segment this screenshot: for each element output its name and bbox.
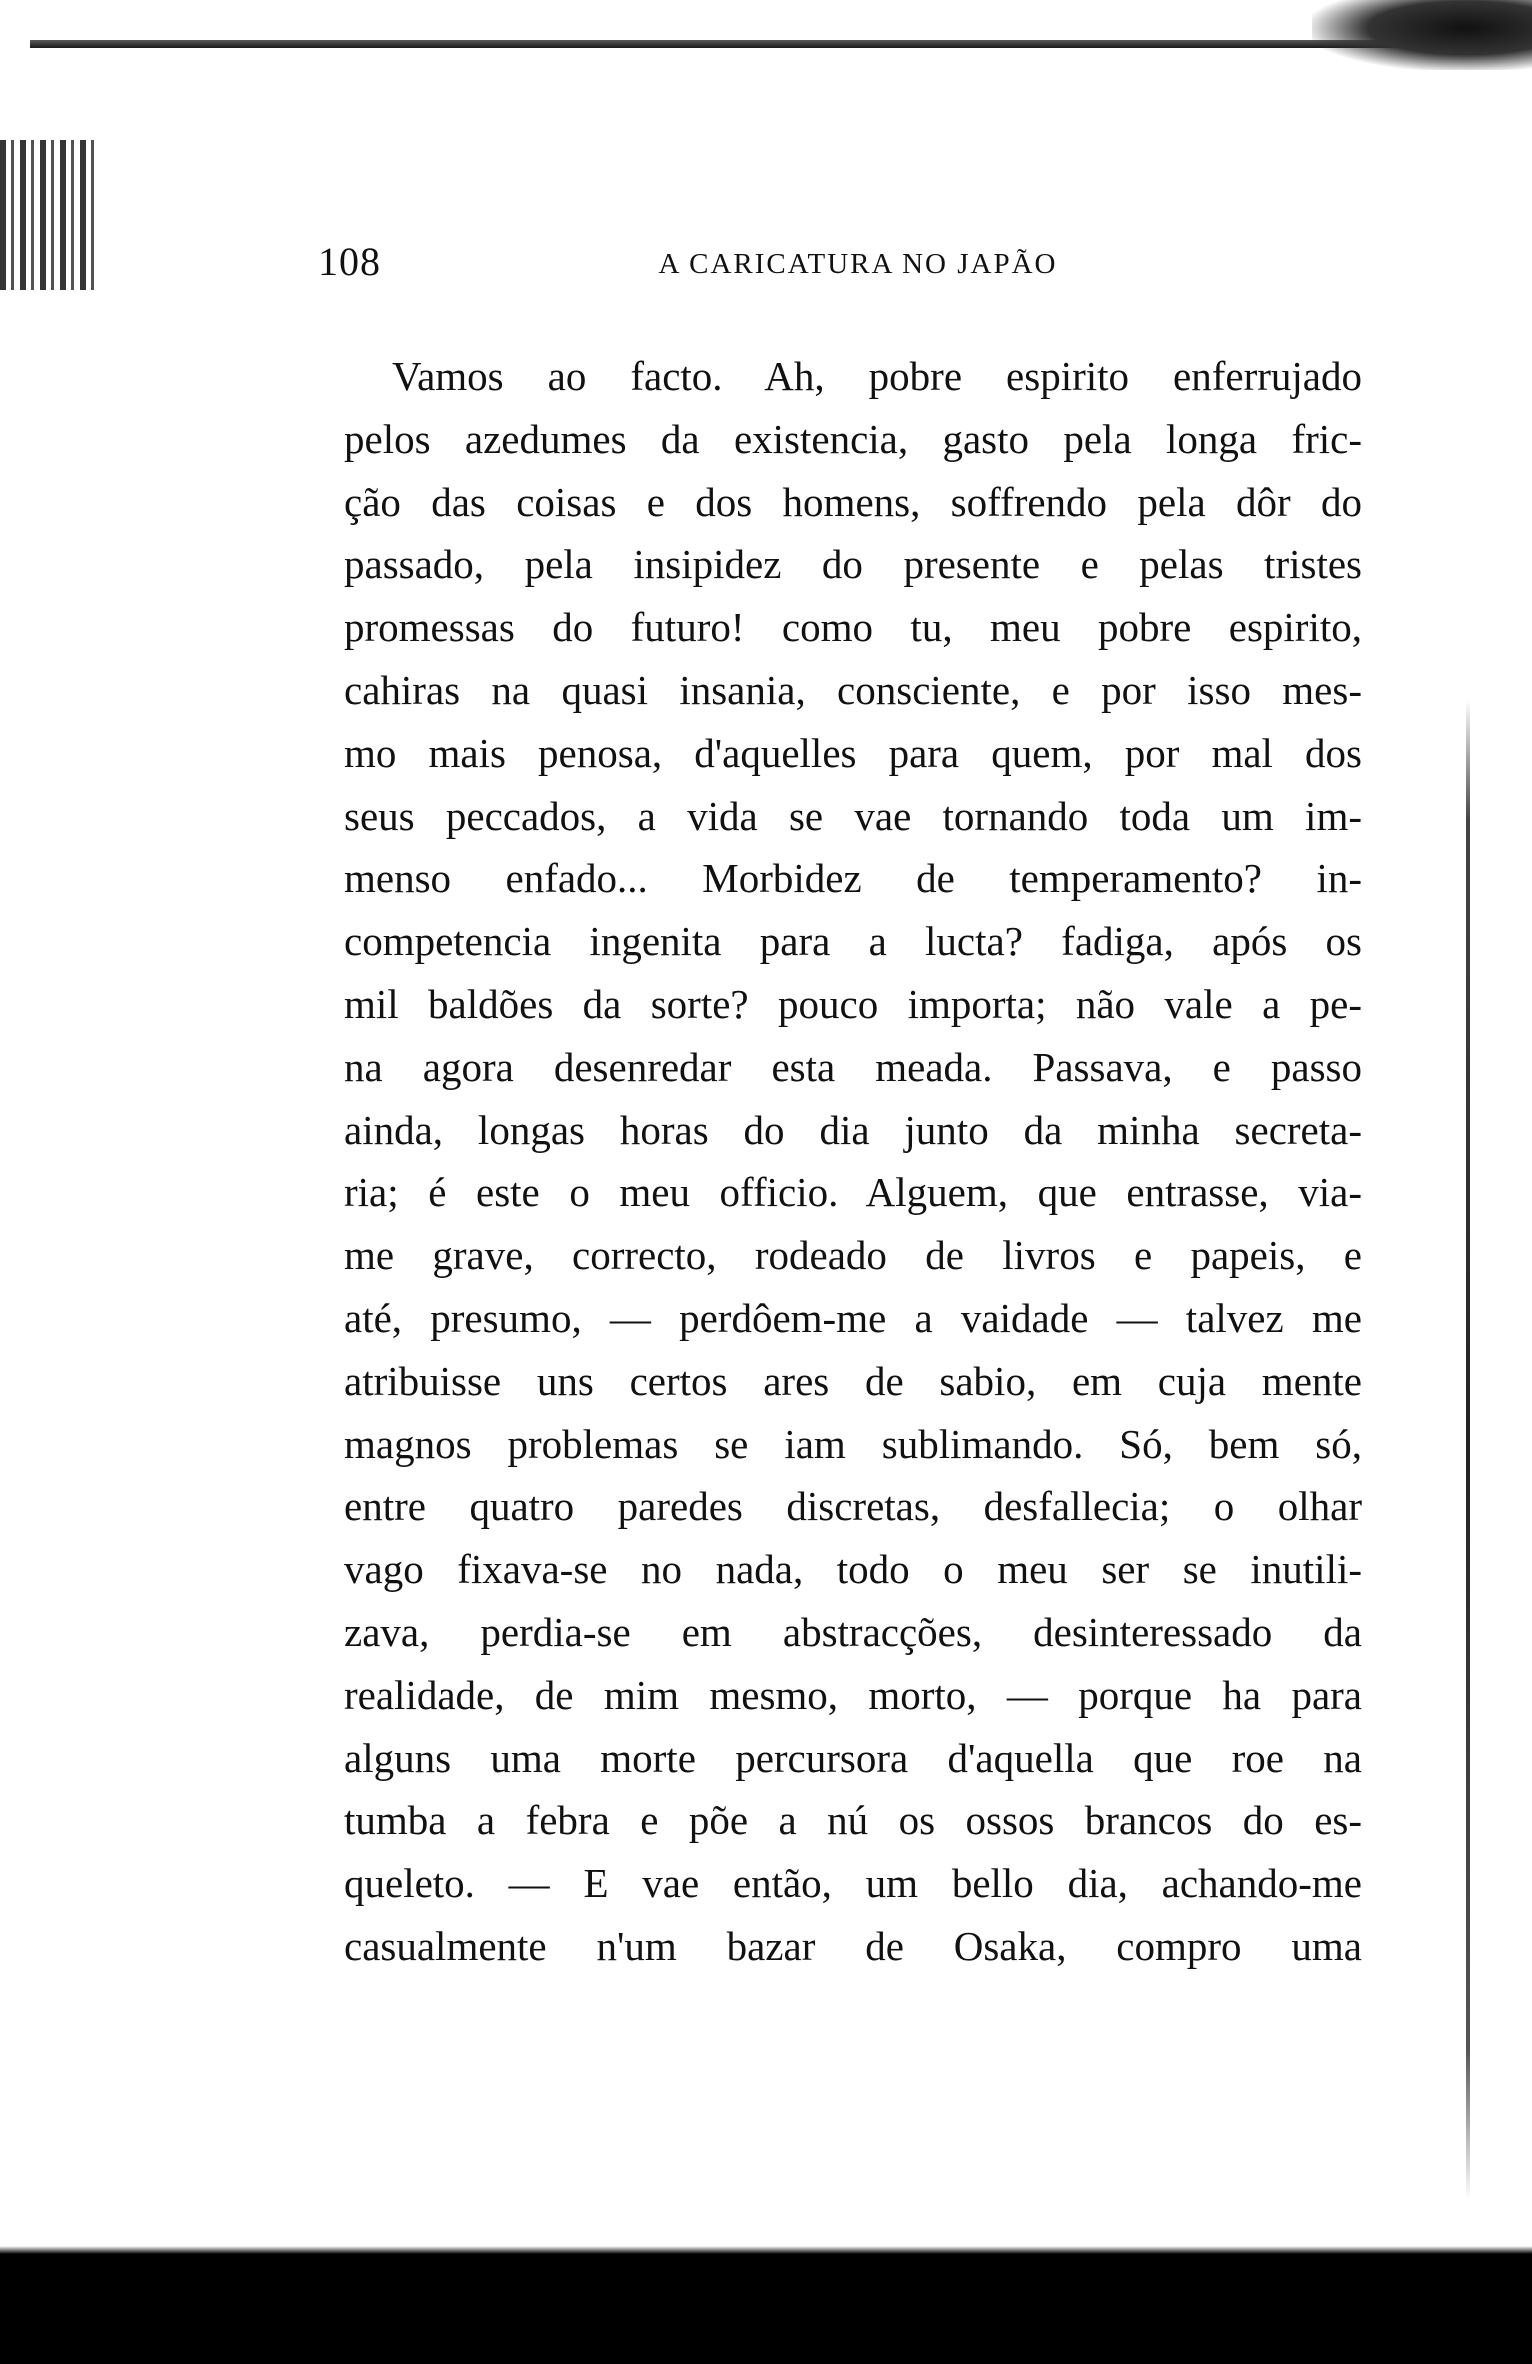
scan-bottom-fade — [0, 2246, 1532, 2254]
text-line: magnos problemas se iam sublimando. Só, bem só, — [344, 1420, 1362, 1467]
scan-page-edge — [1466, 700, 1470, 2200]
text-line: realidade, de mim mesmo, morto, — porque ha para — [344, 1671, 1362, 1718]
body-text — [344, 345, 1362, 1978]
text-line: vago fixava-se no nada, todo o meu ser se inutili- — [344, 1546, 1362, 1593]
scan-corner-blot — [1312, 0, 1532, 70]
text-line: ção das coisas e dos homens, soffrendo pela dôr do — [344, 478, 1362, 525]
page-header — [318, 238, 1398, 298]
text-line: alguns uma morte percursora d'aquella que roe na — [344, 1734, 1362, 1781]
text-line: mil baldões da sorte? pouco importa; não vale a pe- — [344, 980, 1362, 1027]
text-line: atribuisse uns certos ares de sabio, em cuja mente — [344, 1357, 1362, 1404]
text-line: ainda, longas horas do dia junto da minha secreta- — [344, 1106, 1362, 1153]
text-line: me grave, correcto, rodeado de livros e papeis, e — [344, 1232, 1362, 1279]
text-line: seus peccados, a vida se vae tornando toda um im- — [344, 792, 1362, 839]
text-line: entre quatro paredes discretas, desfallecia; o olhar — [344, 1483, 1362, 1530]
text-line: competencia ingenita para a lucta? fadiga, após os — [344, 918, 1362, 965]
text-line: mo mais penosa, d'aquelles para quem, por mal dos — [344, 729, 1362, 776]
text-line: casualmente n'um bazar de Osaka, compro uma — [344, 1922, 1362, 1969]
text-line: menso enfado... Morbidez de temperamento? in- — [344, 855, 1362, 902]
text-line: até, presumo, — perdôem-me a vaidade — talvez me — [344, 1294, 1362, 1341]
text-line: passado, pela insipidez do presente e pelas tristes — [344, 541, 1362, 588]
text-line: pelos azedumes da existencia, gasto pela longa fric- — [344, 415, 1362, 462]
scan-top-rule — [30, 40, 1490, 48]
text-line: queleto. — E vae então, um bello dia, achando-me — [344, 1860, 1362, 1907]
text-line: Vamos ao facto. Ah, pobre espirito enferrujado — [392, 353, 1362, 399]
text-line: tumba a febra e põe a nú os ossos brancos do es- — [344, 1797, 1362, 1844]
text-line: ria; é este o meu officio. Alguem, que entrasse, via- — [344, 1169, 1362, 1216]
text-line: zava, perdia-se em abstracções, desinteressado da — [344, 1608, 1362, 1655]
text-line: cahiras na quasi insania, consciente, e por isso mes- — [344, 666, 1362, 713]
text-line: na agora desenredar esta meada. Passava, e passo — [344, 1043, 1362, 1090]
page-number: 108 — [318, 239, 381, 284]
scan-bottom-band — [0, 2254, 1532, 2364]
running-title: A CARICATURA NO JAPÃO — [658, 248, 1058, 280]
text-line: promessas do futuro! como tu, meu pobre espirito, — [344, 604, 1362, 651]
scan-edge-marks — [0, 140, 100, 290]
